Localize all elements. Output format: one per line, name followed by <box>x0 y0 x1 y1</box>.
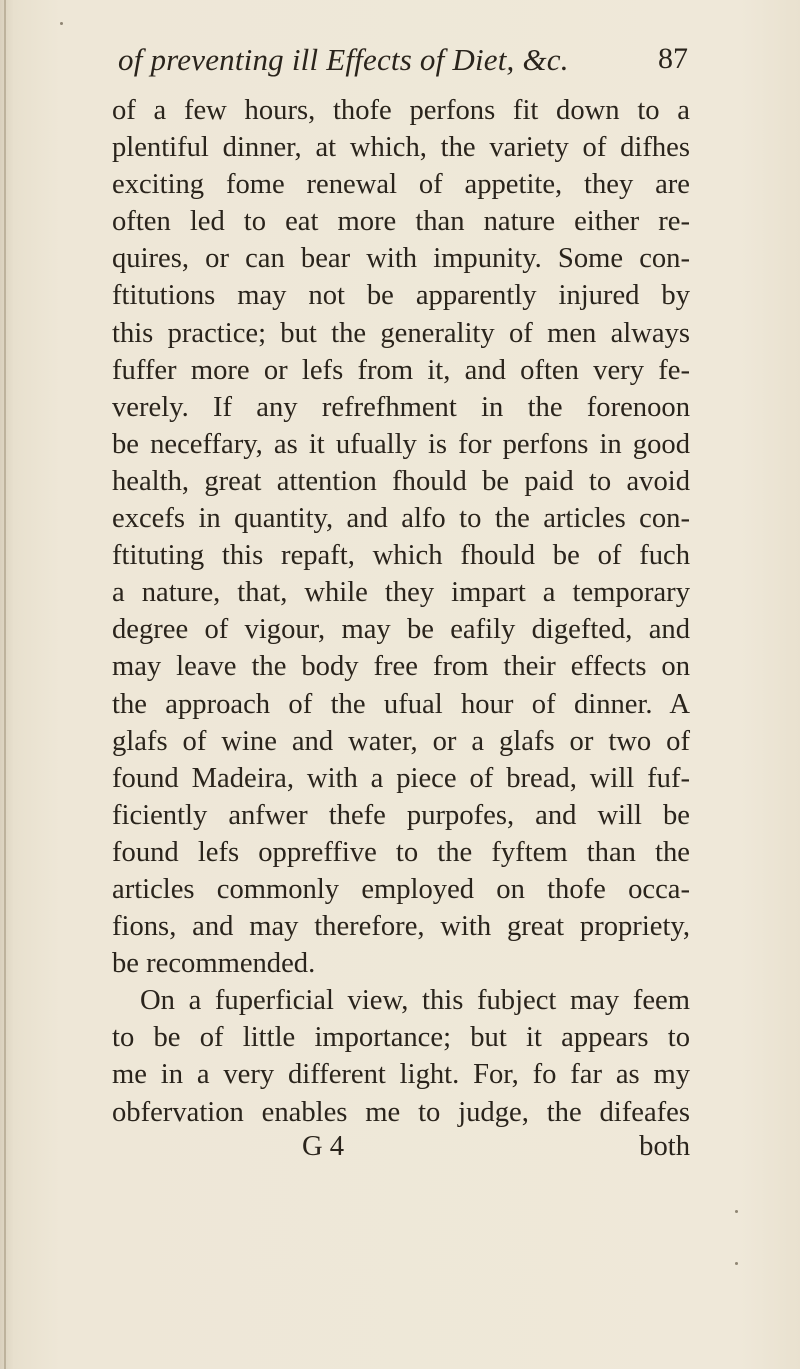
text-line: ftitutions may not be apparently injured by <box>112 280 690 312</box>
text-line: ficiently anfwer thefe purpofes, and will be <box>112 799 690 831</box>
text-line: a nature, that, while they impart a temporary <box>112 577 690 609</box>
text-line: be recommended. <box>112 948 316 980</box>
paper-speck <box>60 22 63 25</box>
page-number: 87 <box>658 42 688 75</box>
binding-gutter <box>4 0 6 1369</box>
text-line: articles commonly employed on thofe occa- <box>112 873 690 905</box>
page-header <box>118 38 688 88</box>
text-line: exciting fome renewal of appetite, they are <box>112 169 690 201</box>
text-line: fuffer more or lefs from it, and often very fe- <box>112 354 690 386</box>
text-line: plentiful dinner, at which, the variety of difhes <box>112 132 690 164</box>
text-line: degree of vigour, may be eafily digefted, and <box>112 614 690 646</box>
text-line: verely. If any refrefhment in the forenoon <box>112 391 690 423</box>
text-line: excefs in quantity, and alfo to the articles con- <box>112 503 690 535</box>
text-line: this practice; but the generality of men always <box>112 317 690 349</box>
text-line: of a few hours, thofe perfons fit down to a <box>112 95 690 126</box>
text-line: found Madeira, with a piece of bread, will fuf- <box>112 762 690 794</box>
text-line: to be of little importance; but it appears to <box>112 1022 690 1054</box>
text-line: me in a very different light. For, fo far as my <box>112 1059 690 1091</box>
text-line: the approach of the ufual hour of dinner. A <box>112 688 690 720</box>
text-line: often led to eat more than nature either re- <box>112 206 690 238</box>
signature-mark: G 4 <box>302 1131 345 1162</box>
text-line: quires, or can bear with impunity. Some con- <box>112 243 690 275</box>
text-line: glafs of wine and water, or a glafs or two of <box>112 725 690 757</box>
text-line: fions, and may therefore, with great propriety, <box>112 911 690 943</box>
paper-speck <box>735 1210 738 1213</box>
body-text <box>112 92 690 1131</box>
text-line: may leave the body free from their effects on <box>112 651 690 683</box>
paragraph-start-line: On a fuperficial view, this fubject may feem <box>140 985 690 1017</box>
text-line: found lefs oppreffive to the fyftem than the <box>112 836 690 868</box>
paper-speck <box>735 1262 738 1265</box>
running-title: of preventing ill Effects of Diet, &c. <box>118 42 569 77</box>
text-line: health, great attention fhould be paid to avoid <box>112 465 690 497</box>
catchword: both <box>639 1131 690 1162</box>
page-footer <box>112 1131 690 1171</box>
text-line: ftituting this repaft, which fhould be of fuch <box>112 540 690 572</box>
text-line: be neceffary, as it ufually is for perfons in good <box>112 428 690 460</box>
text-line: obfervation enables me to judge, the difeafes <box>112 1096 690 1128</box>
